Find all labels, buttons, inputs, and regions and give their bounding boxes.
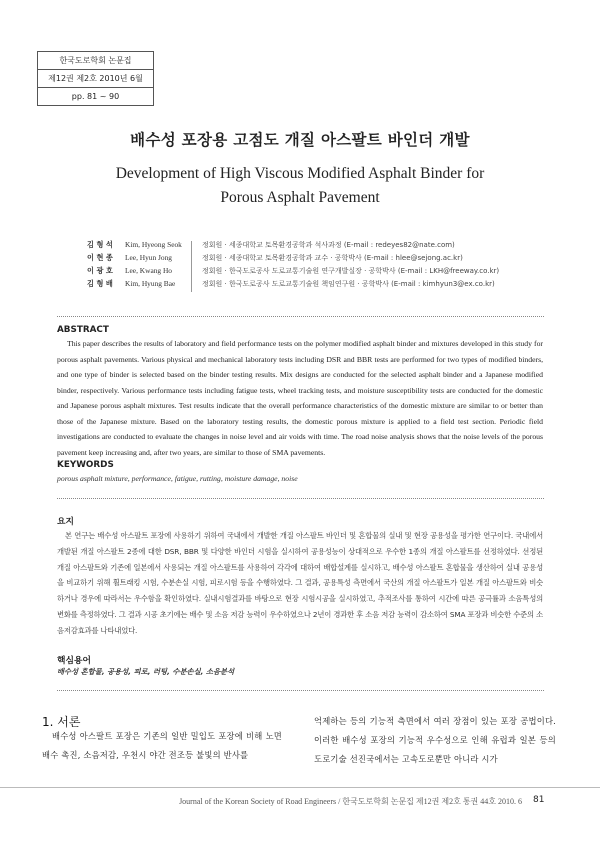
summary-ko-heading: 요지 (57, 517, 74, 527)
author-name-ko: 김 형 배 (87, 279, 113, 288)
abstract-text: This paper describes the results of laboratory and field performance tests on the polymer modified asphalt binder and mixtures developed in this study for porous asphalt pavements. Various physical and mechanical laboratory tests including DSR and BBR tests are performed for two types of modified binders, and one type of binder is selected based on the binder testing results. Mix designs are conducted for the selected asphalt binder and a Japanese modified binder, respectively. Various performance tests including fatigue tests, wheel tracking tests, and moisture susceptibility tests are conducted for the domestic and Japanese porous asphalt mixtures. Test results indicate that the overall performance characteristics of the domestic mixture are similar to or better than those of the Japanese mixture. Based on the laboratory testing results, the domestic porous mixture is applied to a field test section. Periodic field investigations are conducted to evaluate the changes in noise level and air voids with time. The road noise analysis shows that the noise levels of the porous pavement keep increasing and, after two years, are similar to those of SMA pavements. (57, 339, 543, 457)
author-name-ko: 이 광 호 (87, 266, 113, 275)
author-affiliation: 정회원 · 세종대학교 토목환경공학과 석사과정 (E-mail : redeyes82@nate.com) (202, 241, 455, 249)
author-name-en: Lee, Hyun Jong (125, 253, 173, 262)
page-range: pp. 81 ~ 90 (71, 92, 120, 101)
author-affiliation: 정회원 · 세종대학교 토목환경공학과 교수 · 공학박사 (E-mail : hlee@sejong.ac.kr) (202, 254, 463, 262)
author-affiliation: 정회원 · 한국도로공사 도로교통기술원 연구개발실장 · 공학박사 (E-mail : LKH@freeway.co.kr) (202, 267, 500, 275)
author-name-ko: 이 현 종 (87, 253, 113, 262)
author-row (0, 240, 600, 252)
keywords-heading: KEYWORDS (57, 460, 114, 470)
author-row (0, 279, 600, 291)
summary-ko-text: 본 연구는 배수성 아스팔트 포장에 사용하기 위하여 국내에서 개발한 개질 아스팔트 바인더 및 혼합물의 실내 및 현장 공용성을 평가한 연구이다. 국내에서 개발된 개질 아스팔트 2종에 대한 DSR, BBR 및 다양한 바인더 시험을 실시하여 공용성능이 상대적으로 우수한 1종의 개질 아스팔트를 선정하였다. 선정된 개질 아스팔트와 기존에 일본에서 사용되는 개질 아스팔트를 사용하여 각각에 대하여 배합설계를 실시하고, 배수성 아스팔트 혼합물을 생산하여 실내 공용성을 비교하기 위해 휠트래킹 시험, 수분손실 시험, 피로시험 등을 수행하였다. 그 결과, 공용특성 측면에서 국산의 개질 아스팔트가 일본 개질 아스팔트와 비슷하거나 경우에 따라서는 우수함을 확인하였다. 실내시험결과를 바탕으로 현장 시험시공을 실시하였고, 추적조사를 통하여 시간에 따른 공극률과 소음특성의 변화를 측정하였다. 그 결과 시공 초기에는 배수 및 소음 저감 능력이 우수하였으나 2년이 경과한 후 소음 저감 능력이 감소하여 SMA 포장과 비슷한 수준의 소음저감효과를 나타내었다. (57, 531, 543, 635)
keywords-ko-heading: 핵심용어 (57, 656, 91, 666)
author-row (0, 253, 600, 265)
title-english-line1: Development of High Viscous Modified Asphalt Binder for (115, 165, 485, 182)
title-english-line2: Porous Asphalt Pavement (220, 189, 380, 206)
journal-name: 한국도로학회 논문집 (38, 52, 153, 70)
body-left-column: 배수성 아스팔트 포장은 기존의 일반 밀입도 포장에 비해 노면배수 촉진, 소음저감, 우천시 야간 전조등 불빛의 반사를 (42, 731, 282, 760)
footer-citation: Journal of the Korean Society of Road Engineers / 한국도로학회 논문집 제12권 제2호 통권 44호 2010. 6 (179, 797, 522, 806)
author-row (0, 266, 600, 278)
divider (57, 316, 544, 317)
author-name-en: Kim, Hyeong Seok (125, 240, 182, 249)
title-korean: 배수성 포장용 고점도 개질 아스팔트 바인더 개발 (130, 131, 470, 149)
author-name-en: Lee, Kwang Ho (125, 266, 172, 275)
issue-info: 제12권 제2호 2010년 6월 (38, 70, 153, 88)
divider (57, 498, 544, 499)
author-name-en: Kim, Hyung Bae (125, 279, 176, 288)
author-divider (191, 241, 192, 292)
divider (57, 690, 544, 691)
body-right-column: 억제하는 등의 기능적 측면에서 여러 장점이 있는 포장 공법이다. 이러한 배수성 포장의 기능적 우수성으로 인해 유럽과 일본 등의 도로기술 선진국에서는 고속도로뿐만 아니라 시가 (314, 716, 556, 764)
keywords-ko-text: 배수성 혼합물, 공용성, 피로, 러팅, 수분손실, 소음분석 (57, 667, 235, 676)
abstract-heading: ABSTRACT (57, 325, 109, 335)
author-affiliation: 정회원 · 한국도로공사 도로교통기술원 책임연구원 · 공학박사 (E-mail : kimhyun3@ex.co.kr) (202, 280, 495, 288)
footer-rule (0, 787, 600, 788)
section-heading: 1. 서론 (42, 715, 81, 729)
keywords-text: porous asphalt mixture, performance, fatigue, rutting, moisture damage, noise (57, 474, 298, 483)
page-number: 81 (533, 795, 545, 805)
journal-info-box (37, 51, 154, 106)
author-name-ko: 김 형 석 (87, 240, 113, 249)
